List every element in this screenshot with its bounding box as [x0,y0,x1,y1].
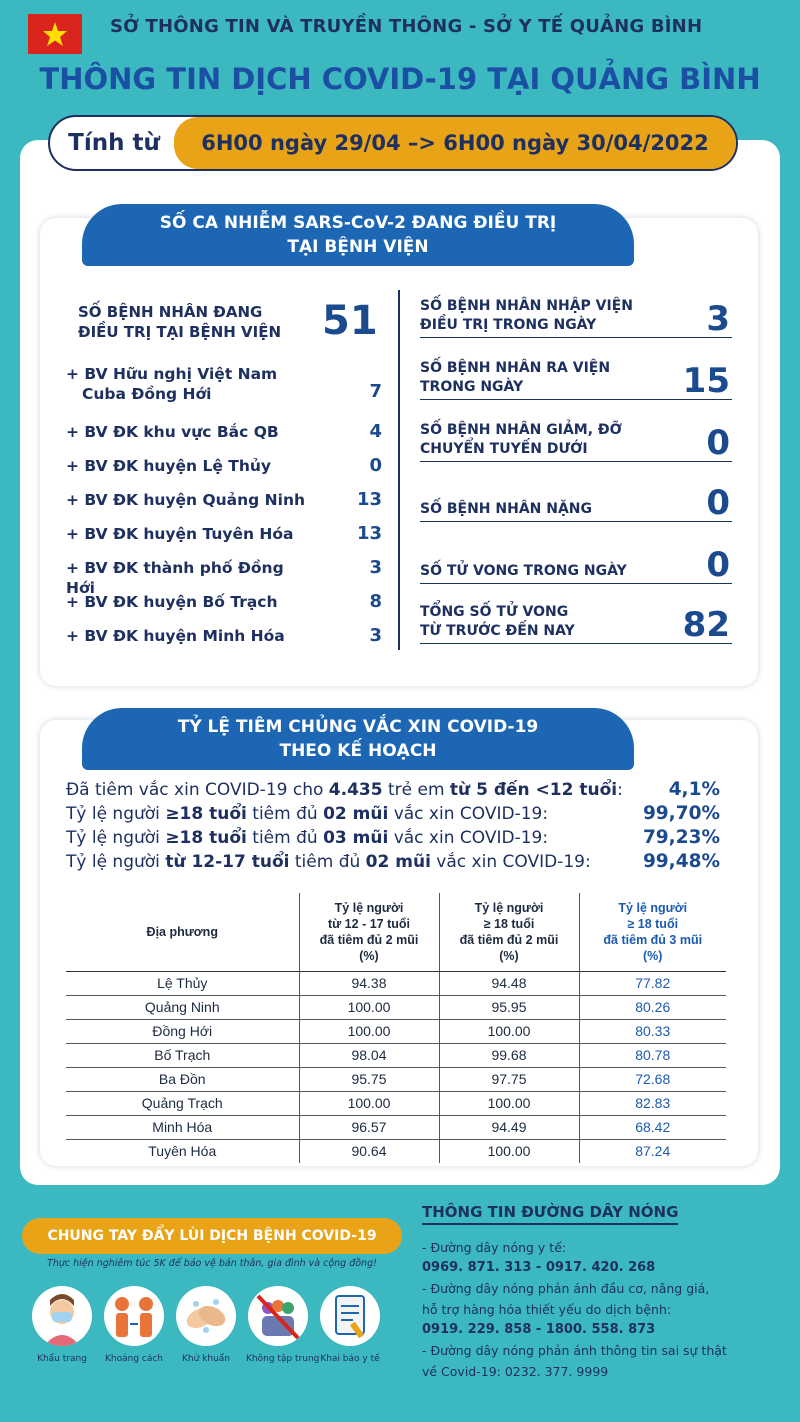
hotline-line: hỗ trợ hàng hóa thiết yếu do dịch bệnh: [422,1302,672,1317]
vaccination-line [66,804,726,828]
five-k-item [30,1286,94,1364]
star-icon [42,21,68,47]
table-cell: 99.68 [439,1043,579,1067]
hospital-name [66,364,316,404]
table-row [66,1019,726,1043]
date-range: 6H00 ngày 29/04 –> 6H00 ngày 30/04/2022 [174,117,736,169]
table-cell: 94.48 [439,971,579,995]
hospital-value: 8 [369,591,382,612]
hospital-name-line1: + BV ĐK huyện Quảng Ninh [66,491,306,509]
table-row [66,971,726,995]
column-header-line: Tỷ lệ người [474,900,544,915]
vaccination-line [66,780,726,804]
no-gathering-icon [248,1286,308,1346]
hospital-value: 13 [356,523,382,544]
table-cell: 77.82 [579,971,726,995]
table-cell: 68.42 [579,1115,726,1139]
column-header-line: (%) [359,948,379,963]
table-cell: Quảng Trạch [66,1091,299,1115]
column-header-line: đã tiêm đủ 2 mũi [319,932,419,947]
stat-label-line1: SỐ BỆNH NHÂN NHẬP VIỆN [420,298,633,314]
stat-label-line2: TỪ TRƯỚC ĐẾN NAY [420,623,575,639]
stat-label [420,500,640,519]
five-k-caption: Không tập trung [246,1354,320,1364]
column-header-line: đã tiêm đủ 3 mũi [603,932,703,947]
emphasis: 4.435 [328,780,383,800]
five-k-caption: Khai báo y tế [320,1354,380,1364]
five-k-item [318,1286,382,1364]
hotline-line: 0919. 229. 858 - 1800. 558. 873 [422,1322,656,1337]
table-row [66,1091,726,1115]
column-header-line: (%) [499,948,519,963]
stat-value: 0 [706,423,730,463]
hotline-line: - Đường dây nóng phản ánh đầu cơ, nâng giá, [422,1281,710,1296]
table-cell: 94.49 [439,1115,579,1139]
hospital-name-line1: + BV ĐK huyện Tuyên Hóa [66,525,294,543]
vaccination-percent: 99,70% [642,803,720,824]
hotline-line: - Đường dây nóng y tế: [422,1240,567,1255]
table-cell: 95.95 [439,995,579,1019]
table-row [66,1115,726,1139]
five-k-item [102,1286,166,1364]
vaccination-percent: 99,48% [642,851,720,872]
vaccination-text: Tỷ lệ người từ 12-17 tuổi tiêm đủ 02 mũi vắc xin COVID-19: [66,852,591,872]
stat-label [420,562,640,581]
distance-icon [104,1286,164,1346]
hospital-value: 3 [369,557,382,578]
stat-value: 15 [682,361,730,401]
section-title-line1: TỶ LỆ TIÊM CHỦNG VẮC XIN COVID-19 [177,717,539,737]
stat-label-line2: ĐIỀU TRỊ TRONG NGÀY [420,317,597,333]
stat-label-line1: SỐ BỆNH NHÂN NẶNG [420,501,593,517]
stat-value: 3 [706,299,730,339]
table-cell: 100.00 [439,1019,579,1043]
column-header [579,893,726,971]
hotline-line: - Đường dây nóng phản ánh thông tin sai sự thật [422,1343,727,1358]
hospital-name [66,592,316,612]
stat-label-line1: TỔNG SỐ TỬ VONG [420,604,569,620]
hospital-name [66,422,316,442]
campaign-subtitle: Thực hiện nghiêm túc 5K để bảo vệ bản thân, gia đình và cộng đồng! [47,1258,377,1269]
table-cell: 96.57 [299,1115,439,1139]
hospital-value: 0 [369,455,382,476]
column-header [439,893,579,971]
stat-row [420,412,732,462]
vaccination-text: Tỷ lệ người ≥18 tuổi tiêm đủ 02 mũi vắc xin COVID-19: [66,804,549,824]
stat-label [420,421,640,459]
table-row [66,1043,726,1067]
hospital-value: 13 [356,489,382,510]
hospital-value: 7 [369,381,382,402]
table-cell: 98.04 [299,1043,439,1067]
table-cell: 80.26 [579,995,726,1019]
stat-label [420,603,640,641]
table-cell: Ba Đồn [66,1067,299,1091]
table-cell: 100.00 [299,1019,439,1043]
hospital-name [66,626,316,646]
table-cell: Lệ Thủy [66,971,299,995]
vaccination-table [66,893,726,1163]
table-cell: 72.68 [579,1067,726,1091]
total-patients-label [78,302,298,342]
five-k-item [174,1286,238,1364]
table-cell: 100.00 [439,1139,579,1163]
page-title: THÔNG TIN DỊCH COVID-19 TẠI QUẢNG BÌNH [39,62,761,96]
date-range-pill [48,115,738,171]
column-header [66,893,299,971]
vaccination-section-header [82,708,634,770]
hospital-name-line2: Cuba Đồng Hới [82,385,212,403]
hospital-name [66,524,316,544]
column-divider [398,290,400,650]
stat-row [420,288,732,338]
emphasis: từ 12-17 tuổi [165,852,290,872]
emphasis: 02 mũi [323,804,389,824]
hotline-line: về Covid-19: 0232. 377. 9999 [422,1364,609,1379]
stat-value: 0 [706,545,730,585]
hospital-name-line1: + BV Hữu nghị Việt Nam [66,365,278,383]
table-cell: 82.83 [579,1091,726,1115]
stat-value: 82 [682,605,730,645]
organization-name: SỞ THÔNG TIN VÀ TRUYỀN THÔNG - SỞ Y TẾ QUẢNG BÌNH [110,16,703,37]
table-row [66,1067,726,1091]
table-cell: Quảng Ninh [66,995,299,1019]
emphasis: từ 5 đến <12 tuổi [449,780,618,800]
stat-row [420,534,732,584]
column-header-line: đã tiêm đủ 2 mũi [459,932,559,947]
hotline-line: 0969. 871. 313 - 0917. 420. 268 [422,1260,656,1275]
stat-label [420,359,640,397]
table-cell: 94.38 [299,971,439,995]
table-cell: Minh Hóa [66,1115,299,1139]
table-cell: 80.33 [579,1019,726,1043]
disinfect-icon [176,1286,236,1346]
total-label-line2: ĐIỀU TRỊ TẠI BỆNH VIỆN [78,323,282,341]
section-title-line2: THEO KẾ HOẠCH [279,741,437,761]
emphasis: ≥18 tuổi [165,804,247,824]
column-header-line: Tỷ lệ người [334,900,404,915]
hospital-name-line1: + BV ĐK thành phố Đồng Hới [66,559,284,597]
vaccination-percent: 4,1% [668,779,720,800]
five-k-caption: Khử khuẩn [181,1354,230,1364]
vaccination-line [66,852,726,876]
total-patients-value: 51 [322,298,378,344]
hotline-title: THÔNG TIN ĐƯỜNG DÂY NÓNG [422,1203,678,1225]
table-cell: Tuyên Hóa [66,1139,299,1163]
emphasis: 03 mũi [323,828,389,848]
hospital-name [66,490,316,510]
stat-value: 0 [706,483,730,523]
treatment-section-header [82,204,634,266]
five-k-caption: Khoảng cách [104,1354,164,1364]
stat-label-line1: SỐ BỆNH NHÂN GIẢM, ĐỠ [420,422,622,438]
column-header-line: từ 12 - 17 tuổi [328,916,410,931]
table-row [66,995,726,1019]
hospital-name-line1: + BV ĐK khu vực Bắc QB [66,423,279,441]
table-cell: Đồng Hới [66,1019,299,1043]
section-title-line1: SỐ CA NHIỄM SARS-CoV-2 ĐANG ĐIỀU TRỊ [159,213,557,233]
column-header-line: Tỷ lệ người [618,900,688,915]
hospital-value: 4 [369,421,382,442]
stat-row [420,472,732,522]
stat-label-line2: TRONG NGÀY [420,379,524,395]
hospital-name-line1: + BV ĐK huyện Bố Trạch [66,593,278,611]
stat-label-line2: CHUYỂN TUYẾN DƯỚI [420,441,588,457]
table-cell: Bố Trạch [66,1043,299,1067]
table-cell: 100.00 [299,995,439,1019]
five-k-item [246,1286,320,1364]
stat-label-line1: SỐ BỆNH NHÂN RA VIỆN [420,360,611,376]
five-k-caption: Khẩu trang [37,1354,87,1364]
table-cell: 97.75 [439,1067,579,1091]
vaccination-line [66,828,726,852]
column-header [299,893,439,971]
table-cell: 80.78 [579,1043,726,1067]
table-cell: 87.24 [579,1139,726,1163]
total-label-line1: SỐ BỆNH NHÂN ĐANG [78,303,263,321]
hospital-name [66,456,316,476]
stat-row [420,350,732,400]
hospital-name-line1: + BV ĐK huyện Lệ Thủy [66,457,272,475]
table-row [66,1139,726,1163]
column-header-line: ≥ 18 tuổi [483,916,535,931]
emphasis: 02 mũi [365,852,431,872]
stat-label-line1: SỐ TỬ VONG TRONG NGÀY [420,563,627,579]
table-cell: 100.00 [299,1091,439,1115]
table-cell: 95.75 [299,1067,439,1091]
vaccination-percent: 79,23% [642,827,720,848]
stat-label [420,297,640,335]
health-declaration-icon [320,1286,380,1346]
hospital-name-line1: + BV ĐK huyện Minh Hóa [66,627,285,645]
section-title-line2: TẠI BỆNH VIỆN [287,237,429,257]
hospital-value: 3 [369,625,382,646]
campaign-banner: CHUNG TAY ĐẨY LÙI DỊCH BỆNH COVID-19 [22,1218,402,1254]
table-cell: 100.00 [439,1091,579,1115]
vietnam-flag-icon [28,14,82,54]
column-header-line: (%) [643,948,663,963]
vaccination-text: Đã tiêm vắc xin COVID-19 cho 4.435 trẻ em từ 5 đến <12 tuổi: [66,780,623,800]
mask-icon [32,1286,92,1346]
column-header-line: Địa phương [146,924,218,939]
emphasis: ≥18 tuổi [165,828,247,848]
table-cell: 90.64 [299,1139,439,1163]
date-label: Tính từ [68,130,160,156]
vaccination-text: Tỷ lệ người ≥18 tuổi tiêm đủ 03 mũi vắc xin COVID-19: [66,828,549,848]
stat-row [420,594,732,644]
column-header-line: ≥ 18 tuổi [627,916,679,931]
